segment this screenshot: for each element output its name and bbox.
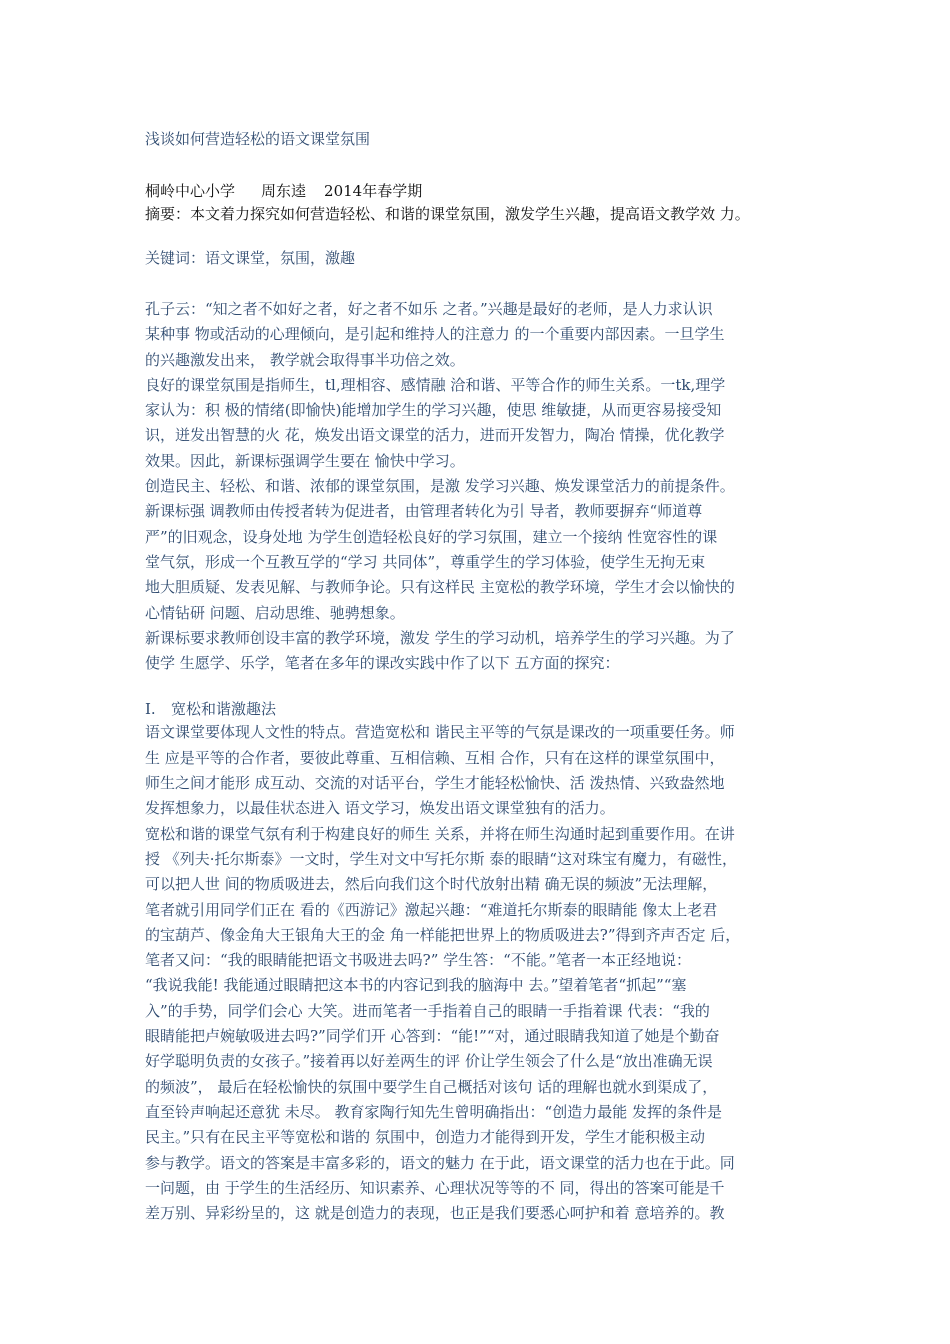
text-line: 眼睛能把卢婉敏吸进去吗?”同学们开 心答到：“能!”“对，通过眼睛我知道了她是个勤奋 bbox=[145, 1027, 720, 1046]
school-name: 桐岭中心小学 bbox=[145, 182, 236, 200]
text-line: 民主。”只有在民主平等宽松和谐的 氛围中，创造力才能得到开发，学生才能积极主动 bbox=[145, 1128, 705, 1147]
text-line: “我说我能! 我能通过眼睛把这本书的内容记到我的脑海中 去。”望着笔者“抓起”“塞 bbox=[145, 976, 687, 995]
text-line: 孔子云：“知之者不如好之者，好之者不如乐 之者。”兴趣是最好的老师，是人力求认识 bbox=[145, 300, 713, 318]
text-line: 一问题，由 于学生的生活经历、知识素养、心理状况等等的不 同，得出的答案可能是千 bbox=[145, 1178, 725, 1197]
document-meta bbox=[145, 180, 825, 202]
text-line: 的宝葫芦、像金角大王银角大王的金 角一样能把世界上的物质吸进去?”得到齐声否定 后， bbox=[145, 925, 741, 944]
text-line: 直至铃声响起还意犹 未尽。 教育家陶行知先生曾明确指出：“创造力最能 发挥的条件是 bbox=[145, 1102, 722, 1121]
text-line: 可以把人世 间的物质吸进去，然后向我们这个时代放射出精 确无误的频波”无法理解， bbox=[145, 875, 718, 894]
keywords: 关键词：语文课堂，氛围，激趣 bbox=[145, 249, 356, 267]
document-page bbox=[145, 128, 825, 1226]
text-line: 地大胆质疑、发表见解、与教师争论。只有这样民 主宽松的教学环境，学生才会以愉快的 bbox=[145, 578, 735, 597]
text-line: 师生之间才能形 成互动、交流的对话平台，学生才能轻松愉快、活 泼热情、兴致盎然地 bbox=[145, 774, 725, 793]
text-line: 差万别、异彩纷呈的，这 就是创造力的表现，也正是我们要悉心呵护和着 意培养的。教 bbox=[145, 1204, 725, 1223]
text-line: 严”的旧观念，设身处地 为学生创造轻松良好的学习氛围，建立一个接纳 性宽容性的课 bbox=[145, 527, 718, 546]
text-line: 生 应是平等的合作者，要彼此尊重、互相信赖、互相 合作，只有在这样的课堂氛围中， bbox=[145, 748, 725, 767]
text-line: 新课标强 调教师由传授者转为促进者，由管理者转化为引 导者，教师要摒弃“师道尊 bbox=[145, 502, 703, 521]
text-line: 的兴趣激发出来， 教学就会取得事半功倍之效。 bbox=[145, 350, 465, 369]
text-line: 某种事 物或活动的心理倾向，是引起和维持人的注意力 的一个重要内部因素。一旦学生 bbox=[145, 325, 725, 344]
text-line: 良好的课堂氛围是指师生，tl,理相容、感情融 洽和谐、平等合作的师生关系。一tk,理学 bbox=[145, 375, 726, 394]
document-title: 浅谈如何营造轻松的语文课堂氛围 bbox=[145, 130, 371, 148]
intro-paragraphs bbox=[145, 297, 825, 676]
section-title: 宽松和谐激趣法 bbox=[171, 700, 277, 719]
section-number: I. bbox=[145, 700, 156, 719]
text-line: 宽松和谐的课堂气氛有利于构建良好的师生 关系，并将在师生沟通时起到重要作用。在讲 bbox=[145, 824, 735, 843]
text-line: 语文课堂要体现人文性的特点。营造宽松和 谐民主平等的气氛是课改的一项重要任务。师 bbox=[145, 723, 735, 742]
text-line: 效果。因此，新课标强调学生要在 愉快中学习。 bbox=[145, 451, 465, 470]
author-name: 周东逵 bbox=[261, 182, 307, 200]
text-line: 创造民主、轻松、和谐、浓郁的课堂氛围，是激 发学习兴趣、焕发课堂活力的前提条件。 bbox=[145, 477, 735, 496]
text-line: 新课标要求教师创设丰富的教学环境，激发 学生的学习动机，培养学生的学习兴趣。为了 bbox=[145, 628, 735, 647]
text-line: 识，迸发出智慧的火 花，焕发出语文课堂的活力，进而开发智力，陶冶 情操，优化教学 bbox=[145, 426, 725, 445]
text-line: 心情钻研 问题、启动思维、驰骋想象。 bbox=[145, 603, 405, 622]
text-line: 笔者又问：“我的眼睛能把语文书吸进去吗?” 学生答：“不能。”笔者一本正经地说： bbox=[145, 951, 691, 970]
text-line: 笔者就引用同学们正在 看的《西游记》激起兴趣：“难道托尔斯泰的眼睛能 像太上老君 bbox=[145, 900, 718, 919]
text-line: 的频波”， 最后在轻松愉快的氛围中要学生自己概括对该句 话的理解也就水到渠成了， bbox=[145, 1077, 718, 1096]
text-line: 好学聪明负责的女孩子。”接着再以好差两生的评 价让学生领会了什么是“放出准确无误 bbox=[145, 1052, 713, 1071]
text-line: 堂气氛，形成一个互教互学的“学习 共同体”，尊重学生的学习体验，使学生无拘无束 bbox=[145, 552, 706, 571]
abstract: 摘要：本文着力探究如何营造轻松、和谐的课堂氛围，激发学生兴趣，提高语文教学效 力。 bbox=[145, 205, 750, 223]
text-line: 发挥想象力，以最佳状态进入 语文学习，焕发出语文课堂独有的活力。 bbox=[145, 799, 615, 818]
text-line: 参与教学。语文的答案是丰富多彩的，语文的魅力 在于此，语文课堂的活力也在于此。同 bbox=[145, 1153, 735, 1172]
section-heading bbox=[145, 698, 825, 720]
text-line: 授 《列夫·托尔斯泰》一文时，学生对文中写托尔斯 泰的眼睛“这对珠宝有魔力，有磁性， bbox=[145, 849, 737, 868]
text-line: 入”的手势，同学们会心 大笑。进而笔者一手指着自己的眼睛一手指着课 代表：“我的 bbox=[145, 1001, 710, 1020]
text-line: 使学 生愿学、乐学，笔者在多年的课改实践中作了以下 五方面的探究： bbox=[145, 654, 620, 673]
section-paragraphs bbox=[145, 720, 825, 1226]
text-line: 家认为：积 极的情绪(即愉快)能增加学生的学习兴趣，使思 维敏捷，从而更容易接受知 bbox=[145, 401, 722, 420]
term-label: 2014年春学期 bbox=[324, 182, 423, 200]
